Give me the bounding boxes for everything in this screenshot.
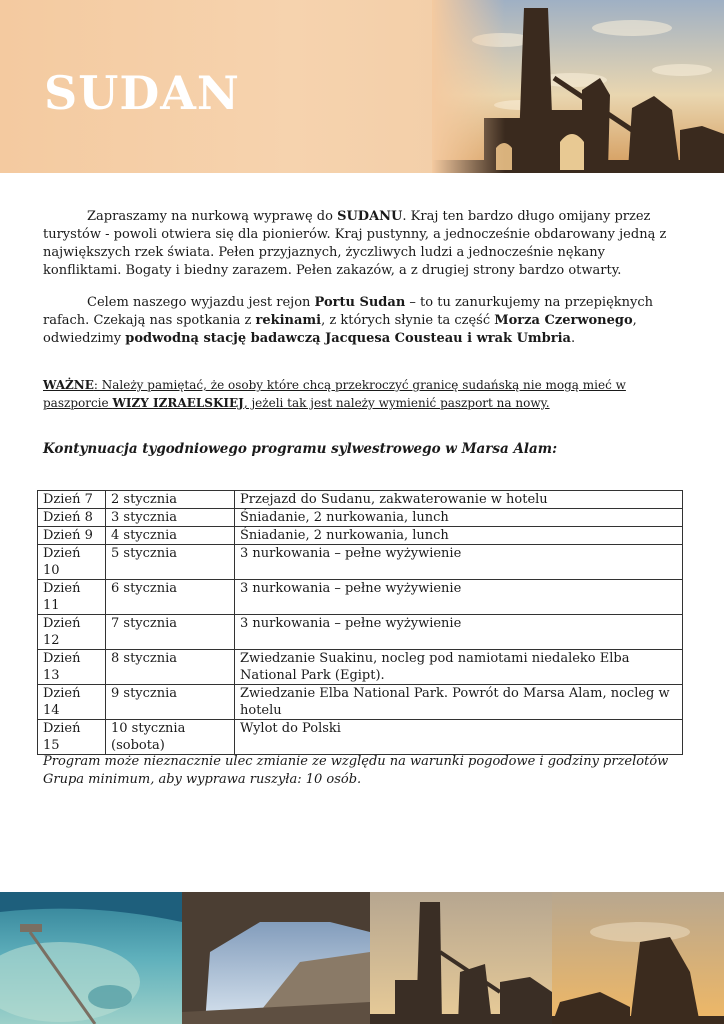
program-desc-cell: Zwiedzanie Elba National Park. Powrót do Marsa Alam, nocleg w hotelu xyxy=(235,685,683,720)
program-desc-cell: Przejazd do Sudanu, zakwaterowanie w hotelu xyxy=(235,491,683,509)
intro-text: . Kraj ten bardzo długo omijany przez turystów - powoli otwiera się dla pionierów. Kraj pustynny, a jednocześnie obdarowany jedną z największych rzek świata. Pełen przyjaznych, życzliwych ludzi a jednocześnie nękany konfliktami. Bogaty i biedny zarazem. Pełen zakazów, a z drugiej strony bardzo otwarty. xyxy=(43,209,667,278)
program-subtitle: Kontynuacja tygodniowego programu sylwestrowego w Marsa Alam: xyxy=(43,441,558,457)
program-desc-cell: 3 nurkowania – pełne wyżywienie xyxy=(235,615,683,650)
intro-text: , z których słynie ta część xyxy=(321,313,495,328)
arch-photo xyxy=(182,892,370,1024)
warning-text: , jeżeli tak jest należy wymienić paszport na nowy. xyxy=(243,396,550,410)
intro-text: – to tu zanurkujemy na przepięknych rafach. Czekają nas spotkania z xyxy=(43,295,654,328)
table-row xyxy=(38,720,683,755)
note-schedule-change: Program może nieznacznie ulec zmianie ze względu na warunki pogodowe i godziny przelotów xyxy=(43,754,669,769)
highlight-station-wreck: podwodną stację badawczą Jacquesa Cousteau i wrak Umbria xyxy=(125,331,571,346)
table-row xyxy=(38,580,683,615)
program-table xyxy=(37,490,683,755)
program-notes xyxy=(43,753,668,789)
warning-label: WAŻNE xyxy=(43,378,94,392)
program-day-cell: Dzień 13 xyxy=(38,650,106,685)
program-day-cell: Dzień 11 xyxy=(38,580,106,615)
program-desc-cell: Wylot do Polski xyxy=(235,720,683,755)
program-date-cell: 3 stycznia xyxy=(106,509,235,527)
intro-paragraph-1 xyxy=(43,208,683,280)
program-day-cell: Dzień 14 xyxy=(38,685,106,720)
program-date-cell: 6 stycznia xyxy=(106,580,235,615)
program-desc-cell: Śniadanie, 2 nurkowania, lunch xyxy=(235,509,683,527)
table-row xyxy=(38,545,683,580)
program-day-cell: Dzień 8 xyxy=(38,509,106,527)
program-day-cell: Dzień 10 xyxy=(38,545,106,580)
program-day-cell: Dzień 15 xyxy=(38,720,106,755)
table-row xyxy=(38,650,683,685)
sunset-ruins-photo xyxy=(552,892,724,1024)
page-title: SUDAN xyxy=(44,66,240,120)
program-date-cell: 7 stycznia xyxy=(106,615,235,650)
header-banner xyxy=(0,0,724,173)
tower-ruins-photo xyxy=(370,892,552,1024)
intro-highlight-sudan: SUDANU xyxy=(337,209,403,224)
table-row xyxy=(38,509,683,527)
visa-warning xyxy=(43,376,683,412)
table-row xyxy=(38,491,683,509)
reef-pier-photo xyxy=(0,892,182,1024)
program-date-cell: 8 stycznia xyxy=(106,650,235,685)
intro-text: , odwiedzimy xyxy=(43,313,637,346)
program-day-cell: Dzień 9 xyxy=(38,527,106,545)
table-row xyxy=(38,615,683,650)
program-date-cell: 2 stycznia xyxy=(106,491,235,509)
program-day-cell: Dzień 12 xyxy=(38,615,106,650)
intro-text: Zapraszamy na nurkową wyprawę do xyxy=(87,209,338,224)
footer-photos xyxy=(0,892,724,1024)
note-group-minimum: Grupa minimum, aby wyprawa ruszyła: 10 osób. xyxy=(43,772,362,787)
intro-paragraph-2 xyxy=(43,294,683,348)
program-date-cell: 9 stycznia xyxy=(106,685,235,720)
program-date-cell: 5 stycznia xyxy=(106,545,235,580)
program-date-cell: 10 stycznia (sobota) xyxy=(106,720,235,755)
intro-text: . xyxy=(571,331,576,346)
program-desc-cell: Zwiedzanie Suakinu, nocleg pod namiotami niedaleko Elba National Park (Egipt). xyxy=(235,650,683,685)
program-desc-cell: Śniadanie, 2 nurkowania, lunch xyxy=(235,527,683,545)
warning-text: : Należy pamiętać, że osoby które chcą przekroczyć granicę sudańską nie mogą mieć w paszporcie xyxy=(43,378,626,410)
table-row xyxy=(38,685,683,720)
program-desc-cell: 3 nurkowania – pełne wyżywienie xyxy=(235,545,683,580)
highlight-sharks: rekinami xyxy=(255,313,322,328)
warning-visa: WIZY IZRAELSKIEJ xyxy=(112,396,244,410)
program-desc-cell: 3 nurkowania – pełne wyżywienie xyxy=(235,580,683,615)
intro-text: Celem naszego wyjazdu jest rejon xyxy=(87,295,315,310)
highlight-port-sudan: Portu Sudan xyxy=(314,295,406,310)
footer-photo-strip xyxy=(0,892,724,1024)
program-date-cell: 4 stycznia xyxy=(106,527,235,545)
ruins-photo xyxy=(432,0,724,173)
table-row xyxy=(38,527,683,545)
highlight-red-sea: Morza Czerwonego xyxy=(494,313,633,328)
program-day-cell: Dzień 7 xyxy=(38,491,106,509)
